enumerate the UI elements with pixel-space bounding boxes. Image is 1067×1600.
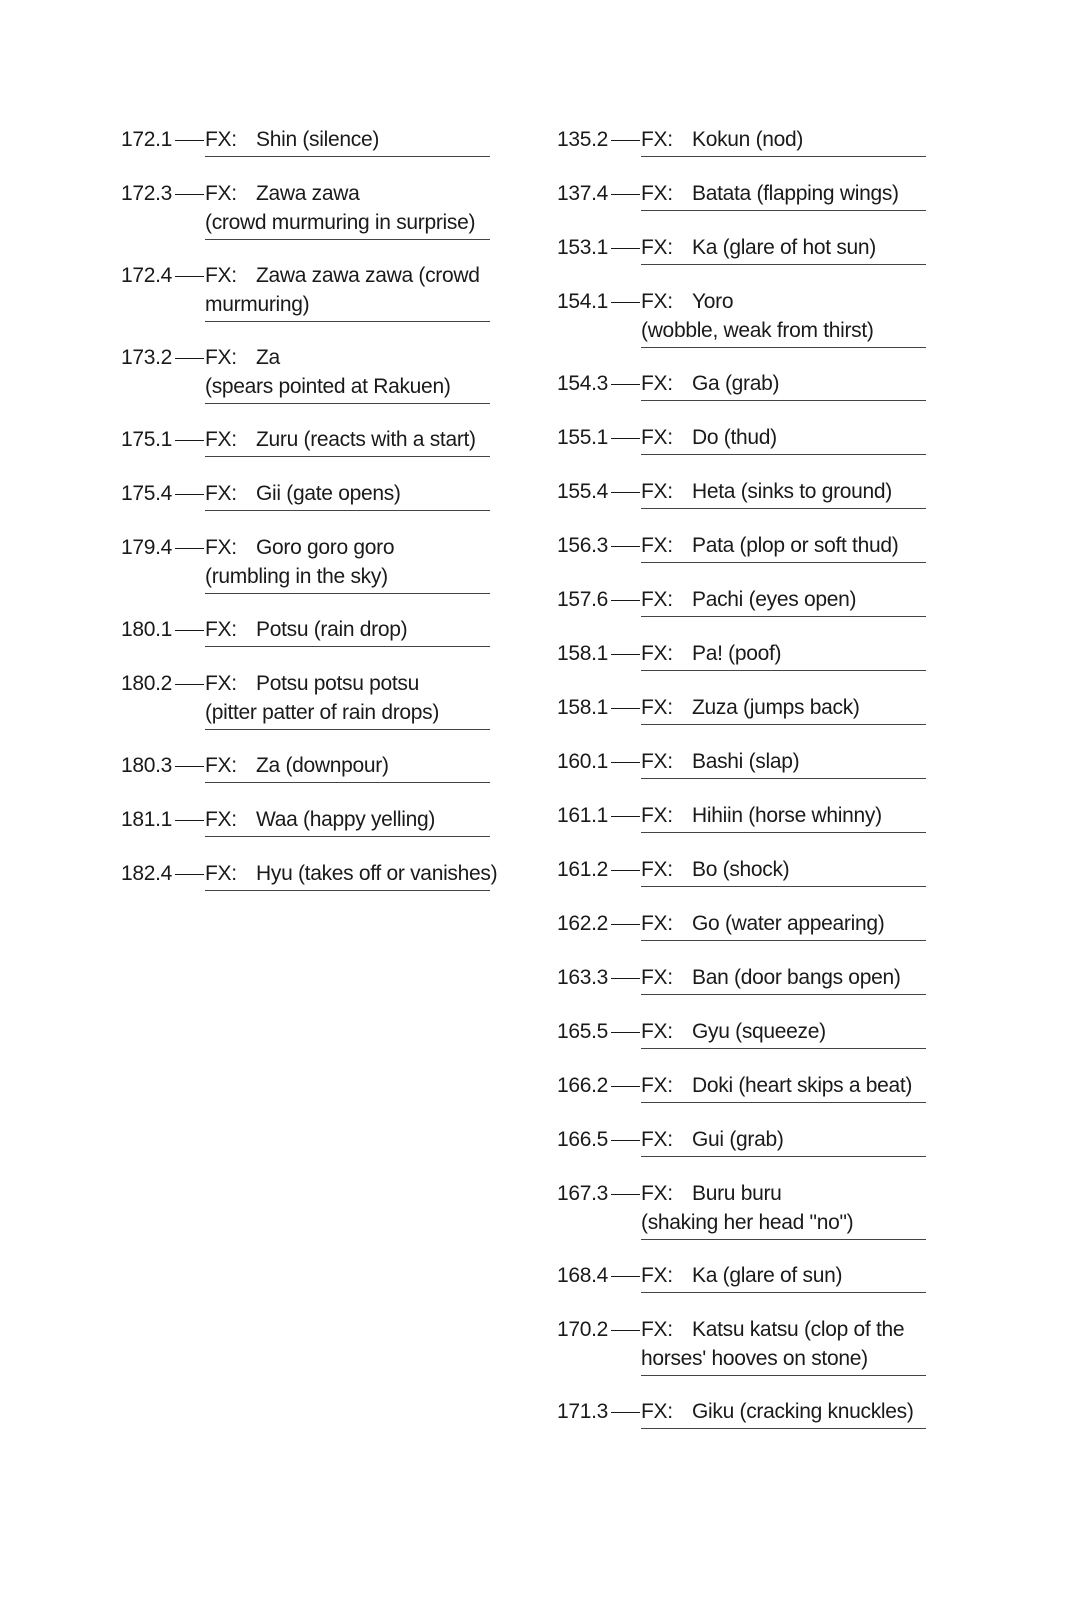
ref-number: 182.4	[121, 862, 173, 885]
fx-description: Potsu (rain drop)	[256, 618, 408, 641]
page-panel-ref	[121, 805, 205, 834]
fx-entry	[557, 693, 926, 725]
fx-body	[641, 531, 926, 563]
page-panel-ref	[121, 669, 205, 698]
page-panel-ref	[557, 747, 641, 776]
fx-entry	[121, 179, 490, 240]
left-column	[121, 125, 498, 913]
fx-body	[205, 425, 490, 457]
fx-body	[205, 669, 490, 730]
page-panel-ref	[121, 751, 205, 780]
page-panel-ref	[557, 369, 641, 398]
fx-description: Yoro	[692, 290, 734, 313]
leader-dash	[611, 1330, 640, 1331]
fx-label: FX:	[205, 862, 237, 885]
ref-number: 153.1	[557, 236, 609, 259]
leader-dash	[175, 140, 204, 141]
fx-description-continued: (crowd murmuring in surprise)	[205, 211, 476, 234]
right-column	[557, 125, 926, 1451]
fx-body	[205, 615, 490, 647]
fx-label: FX:	[641, 588, 673, 611]
ref-number: 168.4	[557, 1264, 609, 1287]
fx-entry	[557, 909, 926, 941]
fx-description-continued: murmuring)	[205, 293, 310, 316]
fx-description: Za (downpour)	[256, 754, 389, 777]
fx-description: Buru buru	[692, 1182, 782, 1205]
fx-entry	[557, 963, 926, 995]
fx-entry	[121, 533, 490, 594]
fx-label: FX:	[205, 428, 237, 451]
ref-number: 180.2	[121, 672, 173, 695]
fx-description: Hyu (takes off or vanishes)	[256, 862, 498, 885]
page-panel-ref	[557, 1315, 641, 1344]
ref-number: 160.1	[557, 750, 609, 773]
ref-number: 163.3	[557, 966, 609, 989]
fx-entry	[121, 859, 498, 891]
ref-number: 171.3	[557, 1400, 609, 1423]
page-panel-ref	[557, 423, 641, 452]
page-panel-ref	[557, 1125, 641, 1154]
fx-body	[641, 801, 926, 833]
fx-description: Katsu katsu (clop of the	[692, 1318, 905, 1341]
fx-body	[205, 751, 490, 783]
leader-dash	[611, 1194, 640, 1195]
fx-body	[205, 859, 498, 891]
leader-dash	[175, 440, 204, 441]
page-panel-ref	[121, 343, 205, 372]
fx-label: FX:	[641, 966, 673, 989]
page-panel-ref	[121, 615, 205, 644]
fx-description: Ban (door bangs open)	[692, 966, 901, 989]
fx-label: FX:	[205, 536, 237, 559]
fx-entry	[121, 261, 490, 322]
fx-entry	[121, 425, 490, 457]
page-panel-ref	[557, 801, 641, 830]
page-panel-ref	[557, 1261, 641, 1290]
fx-entry	[557, 1261, 926, 1293]
ref-number: 166.5	[557, 1128, 609, 1151]
fx-label: FX:	[641, 290, 673, 313]
leader-dash	[175, 194, 204, 195]
fx-entry	[121, 669, 490, 730]
fx-body	[641, 1315, 926, 1376]
page-panel-ref	[121, 261, 205, 290]
page-panel-ref	[121, 425, 205, 454]
fx-label: FX:	[641, 1264, 673, 1287]
fx-description: Giku (cracking knuckles)	[692, 1400, 914, 1423]
fx-body	[641, 233, 926, 265]
ref-number: 158.1	[557, 642, 609, 665]
fx-label: FX:	[205, 618, 237, 641]
leader-dash	[611, 438, 640, 439]
page-panel-ref	[557, 693, 641, 722]
leader-dash	[611, 248, 640, 249]
leader-dash	[611, 1412, 640, 1413]
ref-number: 175.1	[121, 428, 173, 451]
fx-description: Zuru (reacts with a start)	[256, 428, 476, 451]
leader-dash	[611, 492, 640, 493]
fx-description-continued: (rumbling in the sky)	[205, 565, 388, 588]
fx-description: Hihiin (horse whinny)	[692, 804, 882, 827]
fx-label: FX:	[205, 482, 237, 505]
fx-body	[641, 855, 926, 887]
fx-description: Bashi (slap)	[692, 750, 800, 773]
ref-number: 170.2	[557, 1318, 609, 1341]
fx-description: Heta (sinks to ground)	[692, 480, 892, 503]
fx-description: Do (thud)	[692, 426, 777, 449]
leader-dash	[611, 1140, 640, 1141]
page-panel-ref	[121, 125, 205, 154]
leader-dash	[611, 546, 640, 547]
fx-body	[641, 1125, 926, 1157]
fx-body	[641, 1397, 926, 1429]
fx-body	[641, 693, 926, 725]
fx-description: Ka (glare of hot sun)	[692, 236, 876, 259]
ref-number: 161.1	[557, 804, 609, 827]
fx-description: Zuza (jumps back)	[692, 696, 860, 719]
fx-body	[641, 1261, 926, 1293]
fx-label: FX:	[641, 1074, 673, 1097]
fx-label: FX:	[641, 804, 673, 827]
ref-number: 156.3	[557, 534, 609, 557]
fx-description: Kokun (nod)	[692, 128, 804, 151]
leader-dash	[611, 816, 640, 817]
leader-dash	[611, 384, 640, 385]
fx-label: FX:	[641, 1182, 673, 1205]
fx-body	[641, 179, 926, 211]
fx-description-continued: (pitter patter of rain drops)	[205, 701, 440, 724]
fx-label: FX:	[205, 346, 237, 369]
fx-body	[641, 1179, 926, 1240]
fx-description: Potsu potsu potsu	[256, 672, 420, 695]
leader-dash	[175, 548, 204, 549]
fx-label: FX:	[641, 696, 673, 719]
leader-dash	[611, 1032, 640, 1033]
fx-entry	[121, 343, 490, 404]
fx-entry	[557, 1017, 926, 1049]
fx-description-continued: (shaking her head "no")	[641, 1211, 854, 1234]
page-panel-ref	[557, 233, 641, 262]
page-panel-ref	[557, 1397, 641, 1426]
ref-number: 158.1	[557, 696, 609, 719]
fx-body	[205, 261, 490, 322]
page-panel-ref	[557, 963, 641, 992]
fx-entry	[557, 477, 926, 509]
leader-dash	[611, 140, 640, 141]
leader-dash	[611, 654, 640, 655]
leader-dash	[175, 820, 204, 821]
fx-entry	[557, 233, 926, 265]
page-panel-ref	[557, 125, 641, 154]
page-panel-ref	[557, 1017, 641, 1046]
ref-number: 175.4	[121, 482, 173, 505]
leader-dash	[175, 358, 204, 359]
fx-label: FX:	[641, 128, 673, 151]
fx-label: FX:	[641, 236, 673, 259]
page-panel-ref	[557, 855, 641, 884]
page-panel-ref	[557, 179, 641, 208]
fx-label: FX:	[641, 534, 673, 557]
fx-body	[641, 909, 926, 941]
leader-dash	[611, 600, 640, 601]
fx-entry	[557, 855, 926, 887]
leader-dash	[611, 1276, 640, 1277]
ref-number: 172.1	[121, 128, 173, 151]
ref-number: 179.4	[121, 536, 173, 559]
ref-number: 181.1	[121, 808, 173, 831]
page-panel-ref	[121, 179, 205, 208]
fx-description: Pa! (poof)	[692, 642, 782, 665]
fx-entry	[557, 1179, 926, 1240]
fx-body	[641, 287, 926, 348]
ref-number: 157.6	[557, 588, 609, 611]
leader-dash	[611, 302, 640, 303]
leader-dash	[611, 708, 640, 709]
fx-label: FX:	[641, 1400, 673, 1423]
fx-entry	[557, 747, 926, 779]
fx-entry	[557, 369, 926, 401]
fx-body	[641, 1017, 926, 1049]
leader-dash	[175, 874, 204, 875]
fx-label: FX:	[641, 642, 673, 665]
leader-dash	[611, 870, 640, 871]
fx-description: Za	[256, 346, 280, 369]
leader-dash	[175, 494, 204, 495]
page-panel-ref	[121, 479, 205, 508]
fx-entry	[557, 1125, 926, 1157]
fx-label: FX:	[641, 480, 673, 503]
page-panel-ref	[557, 1179, 641, 1208]
fx-entry	[121, 615, 490, 647]
page-panel-ref	[121, 859, 205, 888]
fx-entry	[557, 585, 926, 617]
leader-dash	[175, 630, 204, 631]
page-panel-ref	[557, 287, 641, 316]
fx-entry	[557, 179, 926, 211]
fx-entry	[557, 125, 926, 157]
page-panel-ref	[557, 909, 641, 938]
fx-body	[641, 639, 926, 671]
ref-number: 137.4	[557, 182, 609, 205]
ref-number: 173.2	[121, 346, 173, 369]
ref-number: 180.1	[121, 618, 173, 641]
fx-label: FX:	[205, 672, 237, 695]
ref-number: 172.4	[121, 264, 173, 287]
leader-dash	[611, 978, 640, 979]
fx-body	[641, 963, 926, 995]
fx-description: Goro goro goro	[256, 536, 395, 559]
fx-description: Gui (grab)	[692, 1128, 784, 1151]
fx-description-continued: (wobble, weak from thirst)	[641, 319, 874, 342]
fx-entry	[557, 639, 926, 671]
fx-description: Zawa zawa	[256, 182, 360, 205]
fx-label: FX:	[641, 1128, 673, 1151]
ref-number: 155.4	[557, 480, 609, 503]
fx-label: FX:	[641, 182, 673, 205]
ref-number: 161.2	[557, 858, 609, 881]
fx-entry	[121, 805, 490, 837]
fx-description-continued: horses' hooves on stone)	[641, 1347, 868, 1370]
page-panel-ref	[121, 533, 205, 562]
ref-number: 154.3	[557, 372, 609, 395]
leader-dash	[611, 924, 640, 925]
fx-description: Ka (glare of sun)	[692, 1264, 843, 1287]
fx-label: FX:	[205, 264, 237, 287]
fx-body	[641, 477, 926, 509]
fx-body	[641, 369, 926, 401]
page-panel-ref	[557, 477, 641, 506]
fx-entry	[557, 801, 926, 833]
fx-label: FX:	[641, 912, 673, 935]
fx-description: Doki (heart skips a beat)	[692, 1074, 913, 1097]
ref-number: 135.2	[557, 128, 609, 151]
fx-label: FX:	[641, 858, 673, 881]
fx-description: Shin (silence)	[256, 128, 380, 151]
fx-body	[641, 1071, 926, 1103]
fx-entry	[557, 531, 926, 563]
ref-number: 154.1	[557, 290, 609, 313]
fx-entry	[557, 287, 926, 348]
fx-description: Pata (plop or soft thud)	[692, 534, 899, 557]
leader-dash	[175, 766, 204, 767]
ref-number: 165.5	[557, 1020, 609, 1043]
fx-label: FX:	[641, 750, 673, 773]
fx-body	[641, 747, 926, 779]
leader-dash	[175, 684, 204, 685]
page-panel-ref	[557, 639, 641, 668]
fx-label: FX:	[641, 1318, 673, 1341]
fx-body	[205, 343, 490, 404]
page-panel-ref	[557, 531, 641, 560]
fx-entry	[557, 423, 926, 455]
leader-dash	[611, 194, 640, 195]
fx-entry	[557, 1071, 926, 1103]
page-panel-ref	[557, 585, 641, 614]
ref-number: 162.2	[557, 912, 609, 935]
ref-number: 180.3	[121, 754, 173, 777]
fx-entry	[121, 125, 490, 157]
fx-description: Ga (grab)	[692, 372, 780, 395]
fx-label: FX:	[205, 182, 237, 205]
fx-body	[641, 125, 926, 157]
fx-label: FX:	[205, 754, 237, 777]
ref-number: 155.1	[557, 426, 609, 449]
fx-entry	[121, 479, 490, 511]
page-panel-ref	[557, 1071, 641, 1100]
fx-body	[205, 533, 490, 594]
fx-description: Go (water appearing)	[692, 912, 885, 935]
ref-number: 172.3	[121, 182, 173, 205]
fx-entry	[121, 751, 490, 783]
fx-label: FX:	[641, 1020, 673, 1043]
leader-dash	[175, 276, 204, 277]
fx-body	[205, 805, 490, 837]
fx-body	[205, 179, 490, 240]
fx-description: Waa (happy yelling)	[256, 808, 436, 831]
fx-description-continued: (spears pointed at Rakuen)	[205, 375, 451, 398]
fx-label: FX:	[641, 372, 673, 395]
fx-description: Batata (flapping wings)	[692, 182, 899, 205]
fx-body	[641, 423, 926, 455]
fx-description: Pachi (eyes open)	[692, 588, 857, 611]
fx-entry	[557, 1315, 926, 1376]
fx-description: Zawa zawa zawa (crowd	[256, 264, 480, 287]
ref-number: 166.2	[557, 1074, 609, 1097]
leader-dash	[611, 762, 640, 763]
fx-description: Bo (shock)	[692, 858, 790, 881]
fx-description: Gii (gate opens)	[256, 482, 401, 505]
leader-dash	[611, 1086, 640, 1087]
fx-description: Gyu (squeeze)	[692, 1020, 826, 1043]
fx-body	[205, 479, 490, 511]
fx-label: FX:	[205, 808, 237, 831]
fx-body	[641, 585, 926, 617]
fx-label: FX:	[641, 426, 673, 449]
fx-label: FX:	[205, 128, 237, 151]
fx-entry	[557, 1397, 926, 1429]
ref-number: 167.3	[557, 1182, 609, 1205]
fx-body	[205, 125, 490, 157]
